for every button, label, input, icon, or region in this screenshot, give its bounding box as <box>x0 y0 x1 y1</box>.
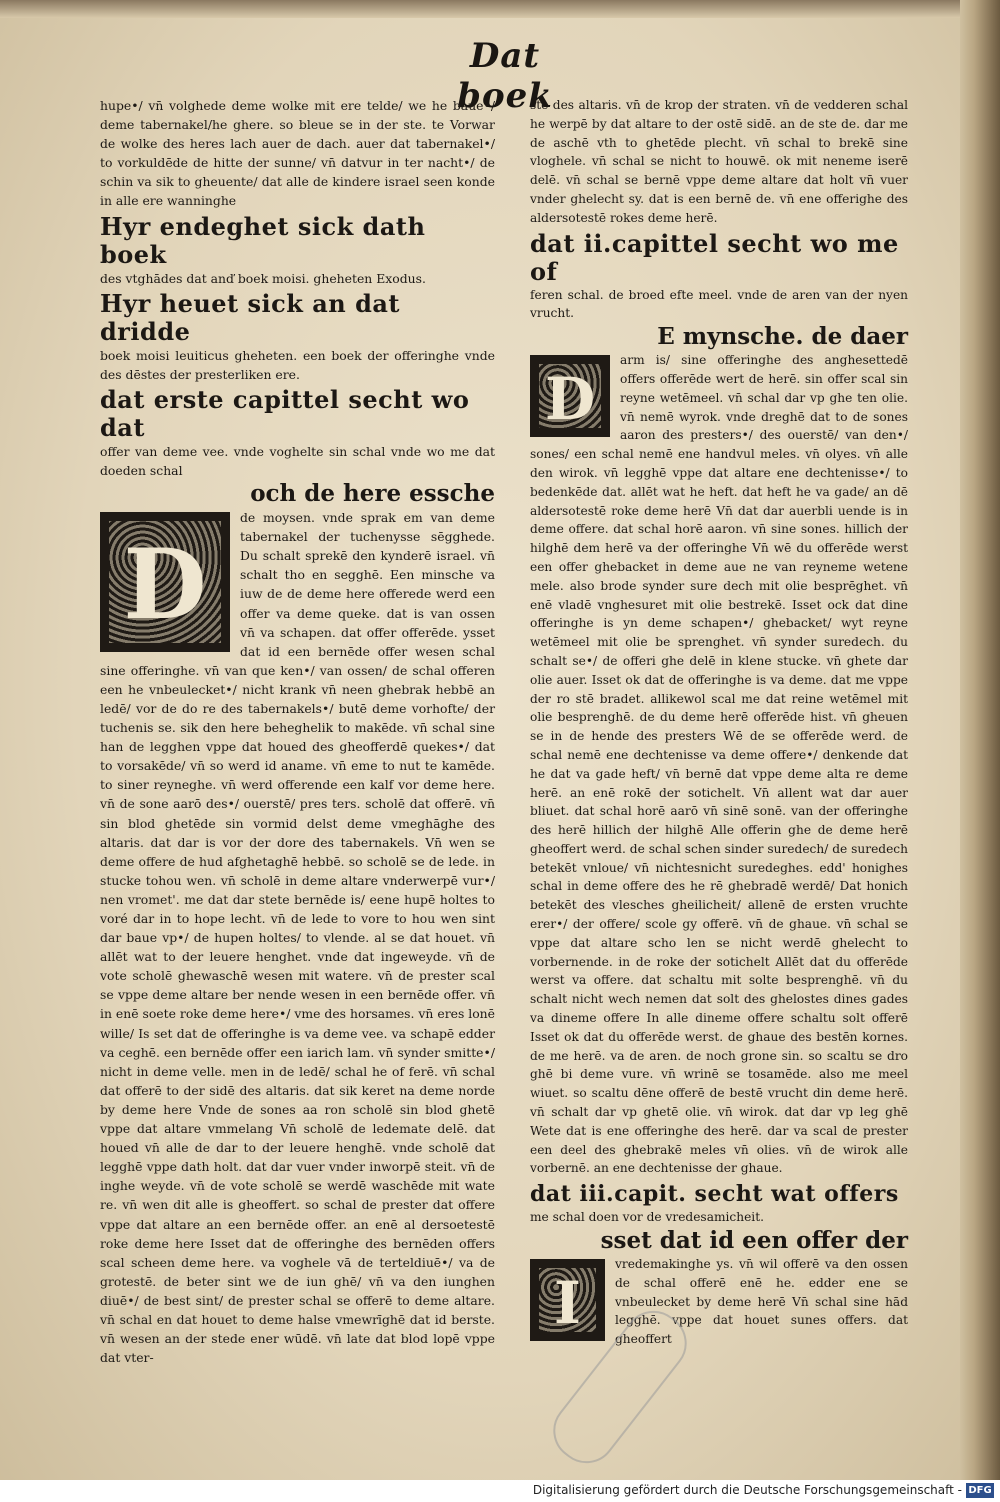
dfg-logo: DFG <box>966 1483 994 1498</box>
chapter-opening <box>530 1227 908 1349</box>
paragraph: de moysen. vnde sprak em van deme tabernakel der tuchenysse sēgghede. Du schalt sprekē den kynderē israel. vn̄ schalt tho en segghē. Een minsche va iuw de de deme here offerede werd een offer va deme queke. dat is van ossen vn̄ va schapen. dat offer offerēde. ysset dat id een bernēde offer wesen schal sine offeringhe. vn̄ van que ken•/ van ossen/ de schal offeren een he vnbeulecket•/ nicht krank vn̄ neen ghebrak hebbē an ledē/ vor de do re des tabernakels•/ butē deme vorhofte/ der tuchenis se. sik den here beheghelik to makēde. vn̄ schal sine han de legghen vppe dat houed des gheofferdē quekes•/ dat to vorsakēde/ vn̄ so werd id aname. vn̄ eme to nut te kamēde. to siner reyneghe. vn̄ werd offerende een kalf vor deme here. vn̄ de sone aarō des•/ ouerstē/ pres ters. scholē dat offerē. vn̄ sin blod ghetēde sin vormid delst deme vmeghāghe des altaris. dat dar is vor der dore des tabernakels. Vn̄ wen se deme offere de hud afghetaghē hebbē. so scholē se de lede. in stucke tohou wen. vn̄ scholē in deme altare vnderwerpē vur•/ nen vromet'. me dat dar stete bernēde is/ eene hupē holtes to voré dar in to hope lecht. vn̄ de lede to vore to hou wen sint dar baue vp•/ de hupen holtes/ to vlende. al se dat houet. vn̄ allēt wat to der leuere henghet. vnde dat ingeweyde. vn̄ de vote scholē ghewaschē wesen mit watere. vn̄ de prester scal se vppe deme altare ber nende wesen in een bernēde offer. vn̄ in enē soete roke deme here•/ vme des horsames. vn̄ eres lonē wille/ Is set dat de offeringhe is va deme vee. va schapē edder va ceghē. een bernēde offer een iarich lam. vn̄ synder smitte•/ nicht in deme velle. men in de ledē/ schal he of ferē. vn̄ schal dat offerē to der sidē des altaris. dat sik keret na deme norde by deme here Vnde de sones aa ron scholē sin blod ghetē vppe dat altare vmmelang Vn̄ scholē de ledemate delē. dat houed vn̄ alle de dar to der leuere henghē. vnde scholē dat legghē vppe dath holt. dat dar vuer vnder inworpē steit. vn̄ de inghe weyde. vn̄ de vote scholē se werdē waschēde mit wate re. vn̄ wen dit alle is gheoffert. so schal de prester dat offere vppe dat altare an een bernēde offer. an enē al dersoetestē roke deme here Isset dat de offeringhe des bernēden offers scal scheen deme here. va voghele vā de terteldiuē•/ va de grotestē. de beter sint we de iun ghē/ vn̄ va den iunghen diuē•/ de best sint/ de prester schal se offerē to deme altare. vn̄ schal en dat houet to deme halse vmewrīghē dat id berste. vn̄ wesen an der stede ener wūdē. vn̄ late dat blod lopē vppe dat vter- <box>100 510 495 1366</box>
footer-bar <box>0 1480 1000 1502</box>
paragraph: boek moisi leuiticus gheheten. een boek der offeringhe vnde des dēstes der presterliken ere. <box>100 347 495 382</box>
section-heading: Hyr heuet sick an dat dridde <box>100 288 400 346</box>
chapter-opening <box>100 480 495 1367</box>
running-title: Dat boek <box>457 36 553 116</box>
paragraph: des vtghādes dat anď boek moisi. gheheten Exodus. <box>100 270 426 286</box>
page-top-edge <box>0 0 1000 18</box>
chapter-heading: dat ii.capittel secht wo me of <box>530 228 899 286</box>
digitization-credit: Digitalisierung gefördert durch die Deutsche Forschungsgemeinschaft - <box>532 1483 962 1497</box>
decorated-initial <box>530 1259 605 1341</box>
chapter-opening <box>530 323 908 1178</box>
initial-letter: I <box>553 1269 582 1338</box>
paragraph: feren schal. de broed efte meel. vnde de aren van der nyen vrucht. <box>530 287 908 321</box>
lead-line: och de here essche <box>250 480 495 508</box>
paragraph: arm is/ sine offeringhe des anghesettedē offers offerēde wert de herē. sin offer scal sin reyne wetēmeel. vn̄ schal dar vp ghe ten olie. vn̄ nemē wyrok. vnde dreghē dat to de sones aaron des presters•/ des ouerstē/ van den•/ sones/ een schal nemē ene handvul meles. vn̄ olyes. vn̄ alle den wirok. vn̄ legghē vppe dat altare ene dechtenisse•/ to bedenkēde dat. allēt wat he heft. dat heft he va gade/ an dē aldersotestē roke deme herē Vn̄ dat dar auerbli uende is in deme offere. dat schal horē aaron. vn̄ sine sones. hillich der hilghē dem herē va der offeringhe Vn̄ wē du offerēde werst een offer ghebacket in deme aue ne van reyneme wetene mele. also brode synder sure dech mit olie besprēghet. vn̄ enē vladē vnghesuret mit olie bestrekē. Isset ock dat dine offeringhe is yn deme schapen•/ ghebacket/ wyt reyne wetēmeel mit olie be sprenghet. vn̄ synder suredech. du schalt se•/ de offeri ghe delē in klene stucke. vn̄ ghete dar olie auer. Isset ok dat de offeringhe is va deme. dat me vppe der ro stē bradet. allikewol scal me dat reine wetēmel mit olie besprenghē. de du deme herē offerēde hist. vn̄ gheuen se in de hende des presters Wē de se offerēde werd. de schal nemē ene dechtenisse va deme offere•/ denkende dat he dat va gade heft/ vn̄ bernē dat vppe deme alta re deme herē. an enē rokē der sotichelt. Vn̄ allent wat dar auer bliuet. dat schal horē aarō vn̄ sinē sonē. van der offeringhe des herē hillich der hilghē Alle offerin ghe de deme herē gheoffert werd. de schal schen sinder suredech/ de suredech betekēt vnloue/ vn̄ nichtesnicht suredeghes. edd' honighes schal in deme offere des he rē ghebradē werdē/ Dat honich betekēt des vlesches gheilicheit/ allenē de ersten vruchte erer•/ der offere/ scole gy offerē. vn̄ de ghaue. vn̄ schal se vppe dat altare scho len se nicht werdē ghelecht to vorbernende. in de roke der sotichelt Allēt dat du offerēde werst va offere. dat schaltu mit solte besprenghē. vn̄ du schalt nicht wech nemen dat solt des ghelostes dines gades va dineme offere In alle dineme offere schaltu solt offerē Isset ok dat du offerēde werst. de ghaue des bestēn kornes. de me herē. va de aren. de noch grone sin. so scaltu se dro ghē bi deme vure. vn̄ wrinē se tosamēde. also me meel wiuet. so scaltu dēne offerē de bestē vrucht din deme herē. vn̄ schalt dar vp ghetē olie. vn̄ wirok. dat dar vp leg ghē Wete dat is ene offeringhe des herē. dar va scal de prester een deel des ghebrakē meles vn̄ olies. vn̄ de wirok alle vorbernē. an ene dechtenisse der ghaue. <box>530 353 908 1176</box>
decorated-initial <box>530 355 610 437</box>
paragraph: ste des altaris. vn̄ de krop der straten. vn̄ de vedderen schal he werpē by dat altare to der ostē sidē. an de ste de. dar me de aschē vth to ghetēde plecht. vn̄ schal to brekē sine vloghele. vn̄ schal se nicht to houwē. ok mit neneme iserē delē. vn̄ schal se bernē vppe deme altare dat holt vn̄ vuer vnder ghelecht sy. dat is een bernē de. vn̄ ene offerighe des aldersotestē rokes deme herē. <box>530 98 908 225</box>
chapter-heading: dat erste capittel secht wo dat <box>100 384 470 442</box>
initial-letter: D <box>123 528 207 642</box>
section-heading: Hyr endeghet sick dath boek <box>100 211 426 269</box>
lead-line: E mynsche. de daer <box>657 323 908 351</box>
right-column <box>530 96 908 1349</box>
paragraph: offer van deme vee. vnde voghelte sin schal vnde wo me dat doeden schal <box>100 443 495 478</box>
left-column <box>100 96 495 1367</box>
paragraph: me schal doen vor de vredesamicheit. <box>530 1210 764 1225</box>
lead-line: sset dat id een offer der <box>600 1227 908 1255</box>
decorated-initial <box>100 512 230 652</box>
paragraph: vredemakinghe ys. vn̄ wil offerē va den ossen de schal offerē enē he. edder ene se vnbeulecket by deme herē Vn̄ schal sine hād legghē. vppe dat houet sunes offers. dat gheoffert <box>615 1257 908 1347</box>
chapter-heading: dat iii.capit. secht wat offers <box>530 1181 899 1208</box>
paragraph: hupe•/ vn̄ volghede deme wolke mit ere telde/ we he baue•/ deme tabernakel/he ghere. so bleue se in der ste. te Vorwar de wolke des heres lach auer de dach. auer dat tabernakel•/ to vorkuldēde de hitte der sunne/ vn̄ datvur in ter nacht•/ de schin va sik to gheuente/ dat alle de kindere israel seen konde in alle ere wanninghe <box>100 98 495 209</box>
book-spine <box>960 0 1000 1480</box>
initial-letter: D <box>544 365 596 434</box>
